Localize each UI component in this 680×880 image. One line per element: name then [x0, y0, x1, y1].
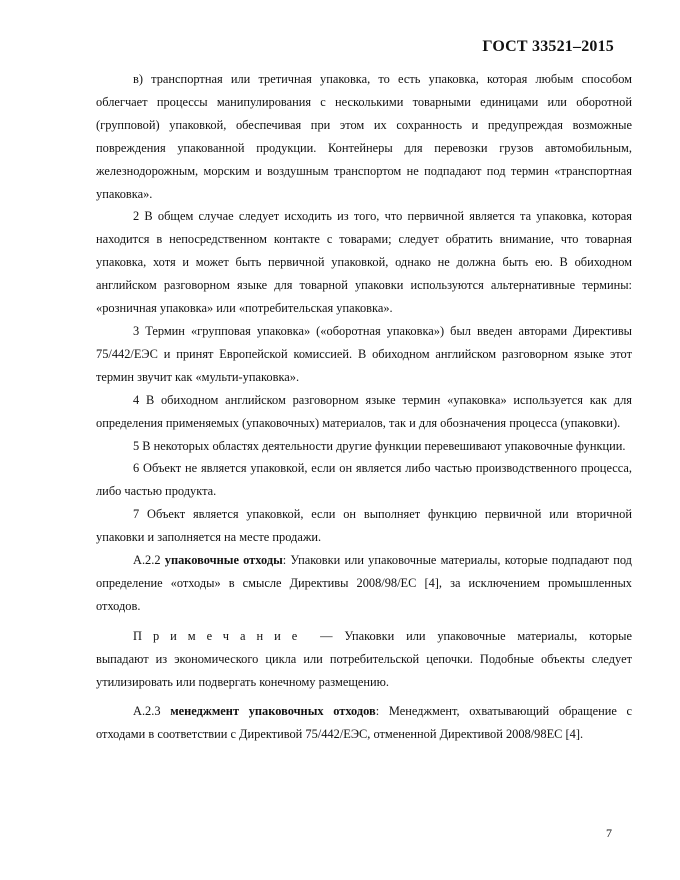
note-label: Примечание: [133, 628, 309, 643]
term-name: упаковочные отходы: [164, 553, 283, 568]
document-header: ГОСТ 33521–2015: [482, 38, 614, 55]
paragraph-note-4: 4 В обиходном английском разговорном языке термин «упаковка» используется как для определения применяемых (упаковочных) материалов, так и для обозначения процесса (упаковки).: [96, 392, 632, 430]
term-definition: : Менеджмент, охватывающий обращение с отходами в соответствии с Директивой 75/442/ЕЭС, отмененной Директивой 2008/98ЕС [4].: [96, 704, 632, 742]
paragraph-note-5: 5 В некоторых областях деятельности другие функции перевешивают упаковочные функции.: [133, 438, 626, 453]
body-text: [96, 68, 632, 746]
paragraph-note-6: 6 Объект не является упаковкой, если он является либо частью производственного процесса, либо частью продукта.: [96, 461, 632, 499]
term-name: менеджмент упаковочных отходов: [170, 704, 376, 719]
term-a22-packaging-waste: [96, 549, 632, 618]
paragraph-note-3: 3 Термин «групповая упаковка» («оборотная упаковка») был введен авторами Директивы 75/442/ЕЭС и принят Европейской комиссией. В обиходном английском разговорном языке этот термин звучит как «мульти-упаковка».: [96, 323, 632, 384]
term-number: А.2.3: [133, 704, 161, 719]
note-text: — Упаковки или упаковочные материалы, которые выпадают из экономического цикла или потребительской цепочки. Подобные объекты следует утилизировать или подвергать конечному размещению.: [96, 628, 632, 689]
paragraph-note-7: 7 Объект является упаковкой, если он выполняет функцию первичной или вторичной упаковки и заполняется на месте продажи.: [96, 507, 632, 545]
term-definition: : Упаковки или упаковочные материалы, которые подпадают под определение «отходы» в смысле Директивы 2008/98/ЕС [4], за исключением промышленных отходов.: [96, 553, 632, 613]
page-number: 7: [606, 826, 612, 840]
paragraph-transport-packaging: в) транспортная или третичная упаковка, то есть упаковка, которая любым способом облегчает процессы манипулирования с несколькими товарными единицами или оборотной (групповой) упаковкой, обеспечивая при этом их сохранность и предупреждая возможные повреждения упакованной продукции. Контейнеры для перевозки грузов автомобильным, железнодорожным, морским и воздушным транспортом не подпадают под термин «транспортная упаковка».: [96, 72, 632, 201]
term-a23-waste-management: [96, 700, 632, 746]
note-paragraph: [96, 625, 632, 694]
term-number: А.2.2: [133, 553, 161, 568]
paragraph-note-2: 2 В общем случае следует исходить из того, что первичной является та упаковка, которая находится в непосредственном контакте с товарами; следует обратить внимание, что товарная упаковка, хотя и может быть первичной упаковкой, однако не должна быть ею. В обиходном английском разговорном языке для товарной упаковки используются альтернативные термины: «розничная упаковка» или «потребительская упаковка».: [96, 209, 632, 316]
